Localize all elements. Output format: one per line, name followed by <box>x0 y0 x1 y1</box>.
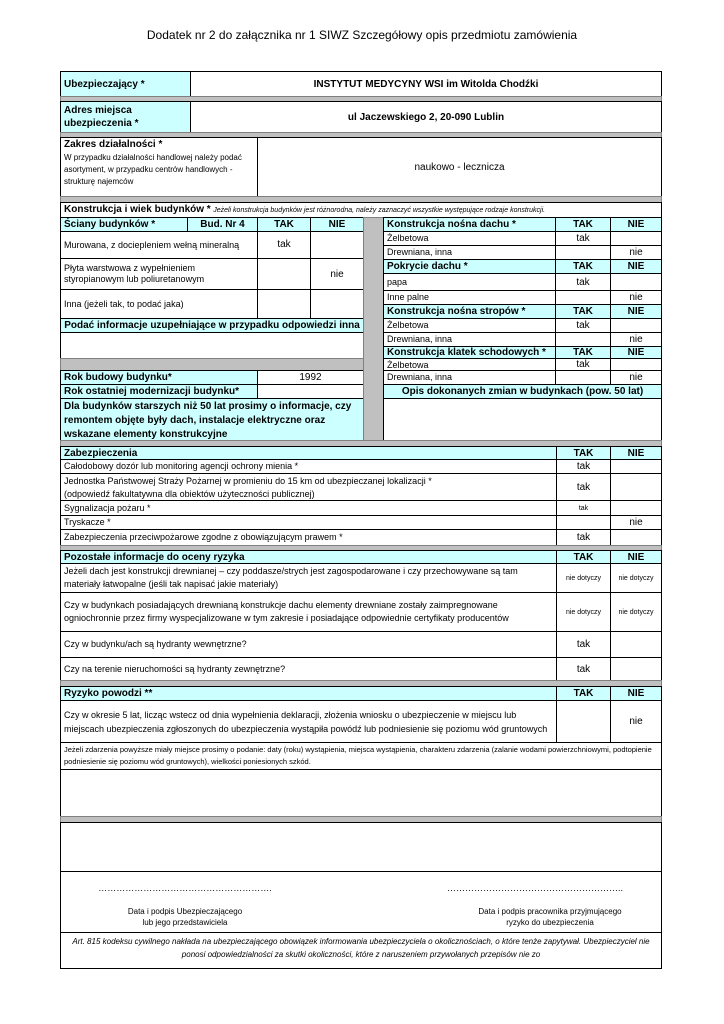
roof-cover-row-nie[interactable]: nie <box>610 290 662 305</box>
stairs-structure-row-tak[interactable]: tak <box>555 358 611 371</box>
security-row-label: Sygnalizacja pożaru * <box>60 500 557 516</box>
flood-no-header: NIE <box>610 686 662 701</box>
roof-structure-label: Konstrukcja nośna dachu * <box>383 217 556 232</box>
flood-title: Ryzyko powodzi ** <box>60 686 557 701</box>
stairs-structure-row-label: Drewniana, inna <box>383 370 556 385</box>
changes-description-label: Opis dokonanych zmian w budynkach (pow. 50 lat) <box>383 384 662 399</box>
left-signature-caption: Data i podpis Ubezpieczającego <box>127 907 243 916</box>
roof-cover-label: Pokrycie dachu * <box>383 259 556 274</box>
security-title: Zabezpieczenia <box>60 446 557 460</box>
walls-row-nie[interactable] <box>310 231 364 259</box>
roof-structure-row-nie[interactable]: nie <box>610 245 662 260</box>
risk-info-row-nie[interactable] <box>610 631 662 658</box>
separator <box>363 217 384 441</box>
walls-yes-header: TAK <box>257 217 311 232</box>
roof-cover-row-nie[interactable] <box>610 273 662 291</box>
security-row-tak[interactable] <box>556 515 611 530</box>
security-row-tak[interactable]: tak <box>556 529 611 546</box>
ceiling-structure-row-nie[interactable] <box>610 318 662 333</box>
risk-info-yes-header: TAK <box>556 550 611 564</box>
roof-structure-no-header: NIE <box>610 217 662 232</box>
walls-row-label: Murowana, z dociepleniem wełną mineralną <box>60 231 258 259</box>
walls-row-tak[interactable] <box>257 289 311 319</box>
flood-nie[interactable]: nie <box>610 700 662 743</box>
roof-structure-row-label: Żelbetowa <box>383 231 556 246</box>
year-built-value[interactable]: 1992 <box>257 370 364 385</box>
risk-info-row-tak[interactable]: tak <box>556 631 611 658</box>
security-row-label-note: (odpowiedź fakultatywna dla obiektów użyteczności publicznej) <box>64 489 315 499</box>
roof-cover-row-tak[interactable]: tak <box>555 273 611 291</box>
footnote: Art. 815 kodeksu cywilnego nakłada na ubezpieczającego obowiązek informowania ubezpieczyciela o okolicznościach, o które tenże zapytywał. Ubezpieczyciel nie ponosi odpowiedzialności za skutki okoliczności, które z naruszeniem przywołanych przepisów nie zo <box>60 932 662 969</box>
roof-structure-row-label: Drewniana, inna <box>383 245 556 260</box>
security-row-tak[interactable]: tak <box>556 459 611 474</box>
security-row-tak[interactable]: tak <box>556 473 611 501</box>
left-signature-dots[interactable]: …………………………………………………. <box>98 883 272 893</box>
activity-label-cell <box>60 137 258 197</box>
risk-info-row-nie[interactable]: nie dotyczy <box>610 592 662 632</box>
stairs-structure-row-nie[interactable]: nie <box>610 370 662 385</box>
stairs-structure-yes-header: TAK <box>555 346 611 359</box>
extra-info-value[interactable] <box>60 332 364 359</box>
security-row-label-cell <box>60 473 557 501</box>
stairs-structure-no-header: NIE <box>610 346 662 359</box>
ceiling-structure-row-label: Żelbetowa <box>383 318 556 333</box>
flood-question: Czy w okresie 5 lat, licząc wstecz od dnia wypełnienia deklaracji, złożenia wniosku o ubezpieczenie w miejscu lub miejscach ubezpieczenia zgłoszonych do ubezpieczenia wystąpiła powódź lub podniesienie się poziomu wód gruntowych <box>60 700 557 743</box>
security-row-nie[interactable] <box>610 500 662 516</box>
risk-info-row-nie[interactable]: nie dotyczy <box>610 563 662 593</box>
security-no-header: NIE <box>610 446 662 460</box>
stairs-structure-label: Konstrukcja klatek schodowych * <box>383 346 556 359</box>
address-value[interactable]: ul Jaczewskiego 2, 20-090 Lublin <box>190 101 662 133</box>
risk-info-row-nie[interactable] <box>610 657 662 681</box>
walls-row-tak[interactable] <box>257 258 311 290</box>
risk-info-row-tak[interactable]: nie dotyczy <box>556 563 611 593</box>
roof-cover-row-label: Inne palne <box>383 290 556 305</box>
insured-value[interactable]: INSTYTUT MEDYCYNY WSI im Witolda Chodźki <box>190 71 662 97</box>
risk-info-title: Pozostałe informacje do oceny ryzyka <box>60 550 557 564</box>
right-signature-dots[interactable]: ………………………………………………….. <box>446 883 623 893</box>
risk-info-row-tak[interactable]: nie dotyczy <box>556 592 611 632</box>
security-row-nie[interactable] <box>610 529 662 546</box>
roof-cover-yes-header: TAK <box>555 259 611 274</box>
walls-row-tak[interactable]: tak <box>257 231 311 259</box>
walls-no-header: NIE <box>310 217 364 232</box>
construction-title: Konstrukcja i wiek budynków * <box>64 204 211 215</box>
old-buildings-question: Dla budynków starszych niż 50 lat prosimy o informacje, czy remontem objęte były dach, instalacje elektryczne oraz wskazane elementy konstrukcyjne <box>60 398 364 441</box>
changes-description-value[interactable] <box>383 398 662 441</box>
flood-note: Jeżeli zdarzenia powyższe miały miejsce prosimy o podanie: daty (roku) wystąpienia, miejsca wystąpienia, charakteru zdarzenia (zalanie wodami powierzchniowymi, podtopienie podniesienie się poziomu wód gruntowych), wielkości poniesionych szkód. <box>60 742 662 770</box>
walls-row-label: Płyta warstwowa z wypełnieniem styropianowym lub poliuretanowym <box>60 258 258 290</box>
roof-structure-row-nie[interactable] <box>610 231 662 246</box>
year-built-label: Rok budowy budynku* <box>60 370 258 385</box>
address-label: Adres miejsca ubezpieczenia * <box>60 101 191 133</box>
last-modernization-value[interactable] <box>257 384 364 399</box>
walls-row-nie[interactable]: nie <box>310 258 364 290</box>
risk-info-row-label: Czy na terenie nieruchomości są hydranty zewnętrzne? <box>60 657 557 681</box>
activity-value[interactable]: naukowo - lecznicza <box>257 137 662 197</box>
activity-note: W przypadku działalności handlowej należy podać asortyment, w przypadku centrów handlowych - strukturę najemców <box>64 153 242 186</box>
flood-yes-header: TAK <box>556 686 611 701</box>
flood-details-field[interactable] <box>60 769 662 817</box>
security-row-nie[interactable] <box>610 459 662 474</box>
walls-label: Ściany budynków * <box>60 217 188 232</box>
left-signature-caption-2: lub jego przedstawiciela <box>142 918 228 927</box>
security-yes-header: TAK <box>556 446 611 460</box>
risk-info-no-header: NIE <box>610 550 662 564</box>
ceiling-structure-row-tak[interactable]: tak <box>555 318 611 333</box>
roof-structure-row-tak[interactable] <box>555 245 611 260</box>
security-row-label: Całodobowy dozór lub monitoring agencji ochrony mienia * <box>60 459 557 474</box>
roof-cover-row-tak[interactable] <box>555 290 611 305</box>
ceiling-structure-row-tak[interactable] <box>555 332 611 347</box>
ceiling-structure-yes-header: TAK <box>555 304 611 319</box>
ceiling-structure-row-nie[interactable]: nie <box>610 332 662 347</box>
security-row-label: Jednostka Państwowej Straży Pożarnej w promieniu do 15 km od ubezpieczanej lokalizacji * <box>64 476 432 486</box>
extra-info-label: Podać informacje uzupełniające w przypadku odpowiedzi inna <box>60 318 364 333</box>
walls-building: Bud. Nr 4 <box>187 217 258 232</box>
stairs-structure-row-label: Żelbetowa <box>383 358 556 371</box>
right-signature-caption: Data i podpis pracownika przyjmującego <box>478 907 622 916</box>
flood-details-field-2[interactable] <box>60 822 662 872</box>
roof-structure-row-tak[interactable]: tak <box>555 231 611 246</box>
risk-info-row-label: Czy w budynku/ach są hydranty wewnętrzne? <box>60 631 557 658</box>
ceiling-structure-row-label: Drewniana, inna <box>383 332 556 347</box>
risk-info-row-tak[interactable]: tak <box>556 657 611 681</box>
ceiling-structure-no-header: NIE <box>610 304 662 319</box>
roof-cover-no-header: NIE <box>610 259 662 274</box>
security-row-nie[interactable] <box>610 473 662 501</box>
right-signature-caption-2: ryzyko do ubezpieczenia <box>506 918 594 927</box>
insured-label: Ubezpieczający * <box>60 71 191 97</box>
risk-info-row-label: Czy w budynkach posiadających drewnianą konstrukcje dachu elementy drewniane zostały zaimpregnowane ogniochronnie przez firmy wyspecjalizowane w tym zakresie i posiadające odpowiednie certyfikaty producentów <box>60 592 557 632</box>
ceiling-structure-label: Konstrukcja nośna stropów * <box>383 304 556 319</box>
stairs-structure-row-tak[interactable] <box>555 370 611 385</box>
risk-info-row-label: Jeżeli dach jest konstrukcji drewnianej – czy poddasze/strych jest zagospodarowane i czy przechowywane są tam materiały łatwopalne (jeśli tak napisać jakie materiały) <box>60 563 557 593</box>
security-row-label: Tryskacze * <box>60 515 557 530</box>
security-row-tak[interactable]: tak <box>556 500 611 516</box>
walls-row-label: Inna (jeżeli tak, to podać jaka) <box>60 289 258 319</box>
flood-tak[interactable] <box>556 700 611 743</box>
roof-structure-yes-header: TAK <box>555 217 611 232</box>
page-header: Dodatek nr 2 do załącznika nr 1 SIWZ Szczegółowy opis przedmiotu zamówienia <box>146 28 578 42</box>
roof-cover-row-label: papa <box>383 273 556 291</box>
activity-label: Zakres działalności * <box>64 139 163 150</box>
construction-note: Jeżeli konstrukcja budynków jest różnorodna, należy zaznaczyć wszystkie występujące rodzaje konstrukcji. <box>213 207 546 214</box>
walls-row-nie[interactable] <box>310 289 364 319</box>
construction-title-row <box>60 202 662 218</box>
security-row-label: Zabezpieczenia przeciwpożarowe zgodne z obowiązującym prawem * <box>60 529 557 546</box>
last-modernization-label: Rok ostatniej modernizacji budynku* <box>60 384 258 399</box>
security-row-nie[interactable]: nie <box>610 515 662 530</box>
